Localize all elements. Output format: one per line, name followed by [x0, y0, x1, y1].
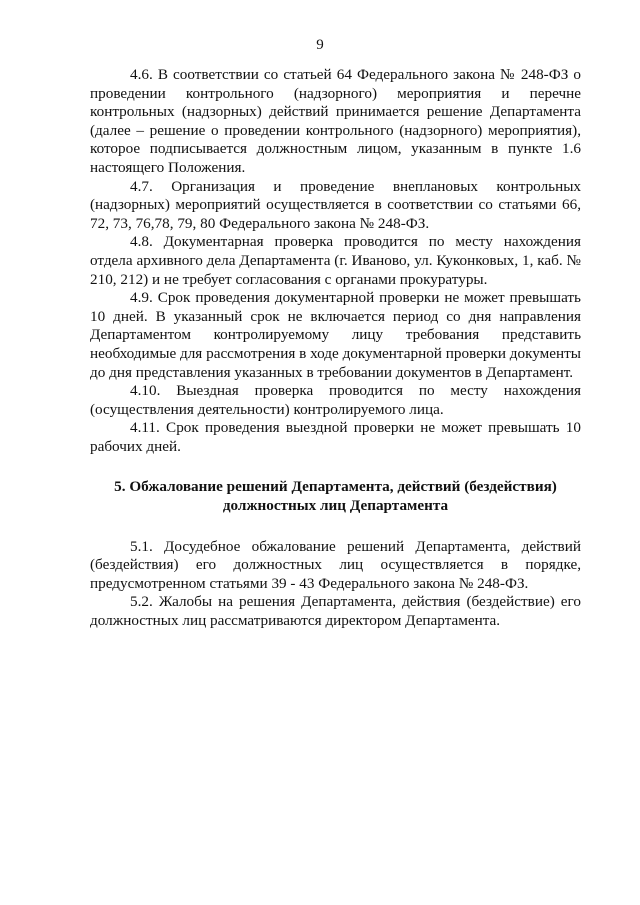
paragraph-4-9: 4.9. Срок проведения документарной проверки не может превышать 10 дней. В указанный срок не включается период со дня направления Департаментом контролируемому лицу требования представить необходимые для рассмотрения в ходе документарной проверки документы до дня представления указанных в требовании документов в Департамент.: [90, 289, 581, 381]
paragraph-4-6: 4.6. В соответствии со статьей 64 Федерального закона № 248-ФЗ о проведении контрольного (надзорного) мероприятия и перечне контрольных (надзорных) действий принимается решение Департамента (далее – решение о проведении контрольного (надзорного) мероприятия), которое подписывается должностным лицом, указанным в пункте 1.6 настоящего Положения.: [90, 66, 581, 176]
paragraph-4-10: 4.10. Выездная проверка проводится по месту нахождения (осуществления деятельности) контролируемого лица.: [90, 382, 581, 418]
section-5-heading-line1: 5. Обжалование решений Департамента, действий (бездействия): [114, 478, 557, 496]
paragraph-4-8: 4.8. Документарная проверка проводится по месту нахождения отдела архивного дела Департамента (г. Иваново, ул. Куконковых, 1, каб. № 210, 212) и не требует согласования с органами прокуратуры.: [90, 233, 581, 288]
paragraph-5-1: 5.1. Досудебное обжалование решений Департамента, действий (бездействия) его должностных лиц осуществляется в порядке, предусмотренном статьями 39 - 43 Федерального закона № 248-ФЗ.: [90, 537, 581, 592]
paragraph-4-11: 4.11. Срок проведения выездной проверки не может превышать 10 рабочих дней.: [90, 419, 581, 455]
paragraph-5-2: 5.2. Жалобы на решения Департамента, действия (бездействие) его должностных лиц рассматриваются директором Департамента.: [90, 593, 581, 630]
section-5-heading-line2: должностных лиц Департамента: [222, 497, 449, 515]
page-number: 9: [316, 37, 324, 53]
section-5-heading: [90, 478, 581, 515]
document-body: [90, 66, 581, 631]
paragraph-4-7: 4.7. Организация и проведение внеплановых контрольных (надзорных) мероприятий осуществляется в соответствии со статьями 66, 72, 73, 76,78, 79, 80 Федерального закона № 248-ФЗ.: [90, 177, 581, 232]
